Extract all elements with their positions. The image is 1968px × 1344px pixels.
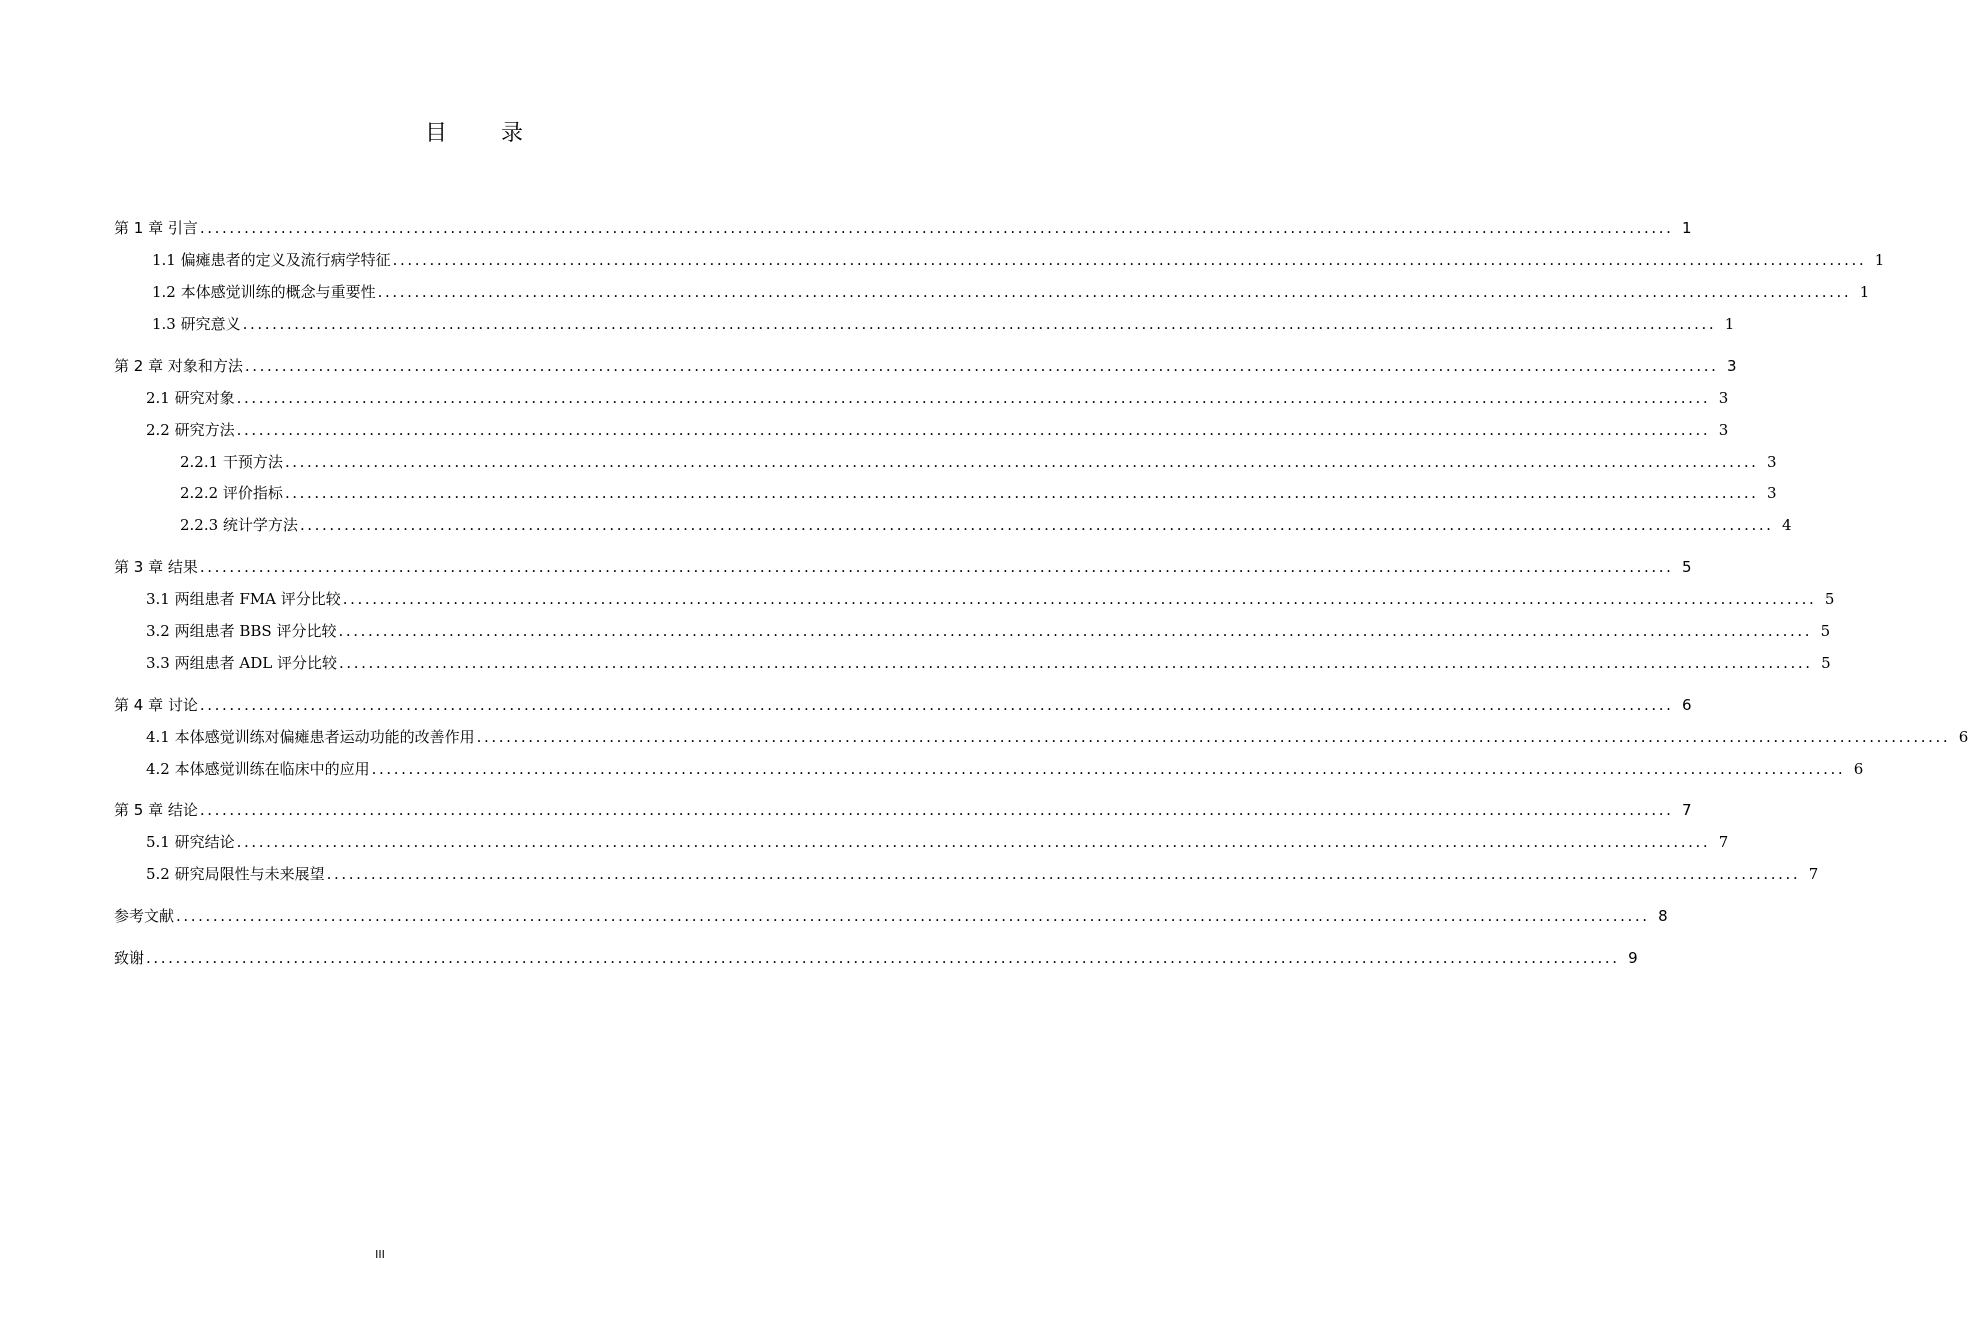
toc-entry-page: 4 — [1782, 516, 1792, 534]
toc-entry-page: 1 — [1724, 315, 1735, 333]
toc-entry-acknowledgements[interactable] — [0, 942, 1638, 968]
toc-entry-2-2-1[interactable] — [0, 446, 1777, 472]
dot-leader: ........................................................................................................................................................................................................ — [199, 801, 1674, 819]
dot-leader: ........................................................................................................................................................................................................ — [242, 315, 1717, 333]
toc-entry-2-2-2[interactable] — [0, 477, 1777, 503]
toc-entry-label: 3.2 两组患者 BBS 评分比较 — [146, 622, 337, 640]
dot-leader: ........................................................................................................................................................................................................ — [199, 219, 1674, 237]
dot-leader: ........................................................................................................................................................................................................ — [199, 696, 1674, 714]
toc-entry-label: 5.2 研究局限性与未来展望 — [146, 865, 325, 883]
toc-entry-page: 6 — [1958, 728, 1968, 746]
toc-entry-label: 3.1 两组患者 FMA 评分比较 — [146, 590, 341, 608]
toc-entry-3-3[interactable] — [0, 647, 1831, 673]
dot-leader: ........................................................................................................................................................................................................ — [236, 421, 1711, 439]
toc-entry-label: 1.2 本体感觉训练的概念与重要性 — [152, 283, 376, 301]
dot-leader: ........................................................................................................................................................................................................ — [199, 558, 1674, 576]
toc-entry-1-2[interactable] — [0, 276, 1870, 302]
toc-entry-page: 7 — [1718, 833, 1729, 851]
toc-entry-3-1[interactable] — [0, 583, 1835, 609]
toc-entry-label: 2.2 研究方法 — [146, 421, 235, 439]
dot-leader: ........................................................................................................................................................................................................ — [244, 357, 1719, 375]
toc-entry-page: 5 — [1821, 654, 1831, 672]
toc-entry-page: 7 — [1808, 865, 1819, 883]
toc-entry-4-1[interactable] — [0, 721, 1968, 747]
toc-entry-chapter-3[interactable] — [0, 551, 1692, 577]
toc-entry-4-2[interactable] — [0, 753, 1864, 779]
toc-entry-label: 3.3 两组患者 ADL 评分比较 — [146, 654, 337, 672]
toc-entry-3-2[interactable] — [0, 615, 1831, 641]
toc-entry-label: 第 3 章 结果 — [114, 558, 198, 576]
title-char-1: 目 — [424, 121, 449, 146]
toc-entry-2-2-3[interactable] — [0, 509, 1792, 535]
title-char-2: 录 — [501, 121, 526, 146]
toc-entry-page: 3 — [1767, 484, 1777, 502]
dot-leader: ........................................................................................................................................................................................................ — [342, 590, 1817, 608]
toc-entry-page: 3 — [1767, 453, 1777, 471]
toc-entry-1-3[interactable] — [0, 308, 1735, 334]
toc-entry-5-2[interactable] — [0, 858, 1819, 884]
toc-entry-label: 4.1 本体感觉训练对偏瘫患者运动功能的改善作用 — [146, 728, 475, 746]
toc-entry-page: 3 — [1718, 389, 1729, 407]
page-number-footer: III — [375, 1248, 385, 1261]
toc-entry-references[interactable] — [0, 900, 1668, 926]
dot-leader: ........................................................................................................................................................................................................ — [284, 453, 1759, 471]
dot-leader: ........................................................................................................................................................................................................ — [236, 389, 1711, 407]
dot-leader: ........................................................................................................................................................................................................ — [371, 760, 1846, 778]
dot-leader: ........................................................................................................................................................................................................ — [392, 251, 1867, 269]
toc-entry-label: 4.2 本体感觉训练在临床中的应用 — [146, 760, 370, 778]
toc-entry-page: 1 — [1859, 283, 1870, 301]
dot-leader: ........................................................................................................................................................................................................ — [284, 484, 1759, 502]
toc-entry-page: 5 — [1681, 558, 1692, 576]
toc-entry-1-1[interactable] — [0, 244, 1885, 270]
toc-entry-chapter-5[interactable] — [0, 794, 1692, 820]
toc-entry-label: 第 1 章 引言 — [114, 219, 198, 237]
toc-entry-label: 致谢 — [114, 949, 145, 967]
toc-entry-label: 2.2.1 干预方法 — [180, 453, 283, 471]
toc-entry-label: 2.1 研究对象 — [146, 389, 235, 407]
toc-entry-page: 6 — [1853, 760, 1864, 778]
toc-entry-label: 5.1 研究结论 — [146, 833, 235, 851]
toc-entry-2-1[interactable] — [0, 382, 1729, 408]
dot-leader: ........................................................................................................................................................................................................ — [377, 283, 1852, 301]
dot-leader: ........................................................................................................................................................................................................ — [299, 516, 1774, 534]
toc-entry-2-2[interactable] — [0, 414, 1729, 440]
toc-entry-label: 1.3 研究意义 — [152, 315, 241, 333]
dot-leader: ........................................................................................................................................................................................................ — [236, 833, 1711, 851]
toc-entry-5-1[interactable] — [0, 826, 1729, 852]
dot-leader: ........................................................................................................................................................................................................ — [326, 865, 1801, 883]
toc-entry-chapter-4[interactable] — [0, 689, 1692, 715]
toc-entry-page: 5 — [1820, 622, 1831, 640]
toc-entry-page: 1 — [1681, 219, 1692, 237]
toc-entry-label: 第 2 章 对象和方法 — [114, 357, 243, 375]
dot-leader: ........................................................................................................................................................................................................ — [338, 654, 1813, 672]
toc-entry-label: 2.2.3 统计学方法 — [180, 516, 298, 534]
dot-leader: ........................................................................................................................................................................................................ — [338, 622, 1813, 640]
toc-entry-page: 1 — [1874, 251, 1885, 269]
toc-entry-label: 参考文献 — [114, 907, 175, 925]
toc-entry-page: 8 — [1658, 907, 1668, 925]
toc-entry-chapter-1[interactable] — [0, 212, 1692, 238]
toc-entry-page: 7 — [1681, 801, 1692, 819]
toc-entry-page: 5 — [1824, 590, 1835, 608]
toc-entry-page: 6 — [1681, 696, 1692, 714]
toc-entry-label: 2.2.2 评价指标 — [180, 484, 283, 502]
toc-entry-chapter-2[interactable] — [0, 350, 1737, 376]
toc-entry-label: 第 5 章 结论 — [114, 801, 198, 819]
toc-entry-label: 1.1 偏瘫患者的定义及流行病学特征 — [152, 251, 391, 269]
toc-entry-page: 9 — [1628, 949, 1638, 967]
dot-leader: ........................................................................................................................................................................................................ — [146, 949, 1620, 967]
toc-entry-label: 第 4 章 讨论 — [114, 696, 198, 714]
dot-leader: ........................................................................................................................................................................................................ — [476, 728, 1951, 746]
dot-leader: ........................................................................................................................................................................................................ — [176, 907, 1650, 925]
toc-entry-page: 3 — [1726, 357, 1737, 375]
toc-entry-page: 3 — [1718, 421, 1729, 439]
